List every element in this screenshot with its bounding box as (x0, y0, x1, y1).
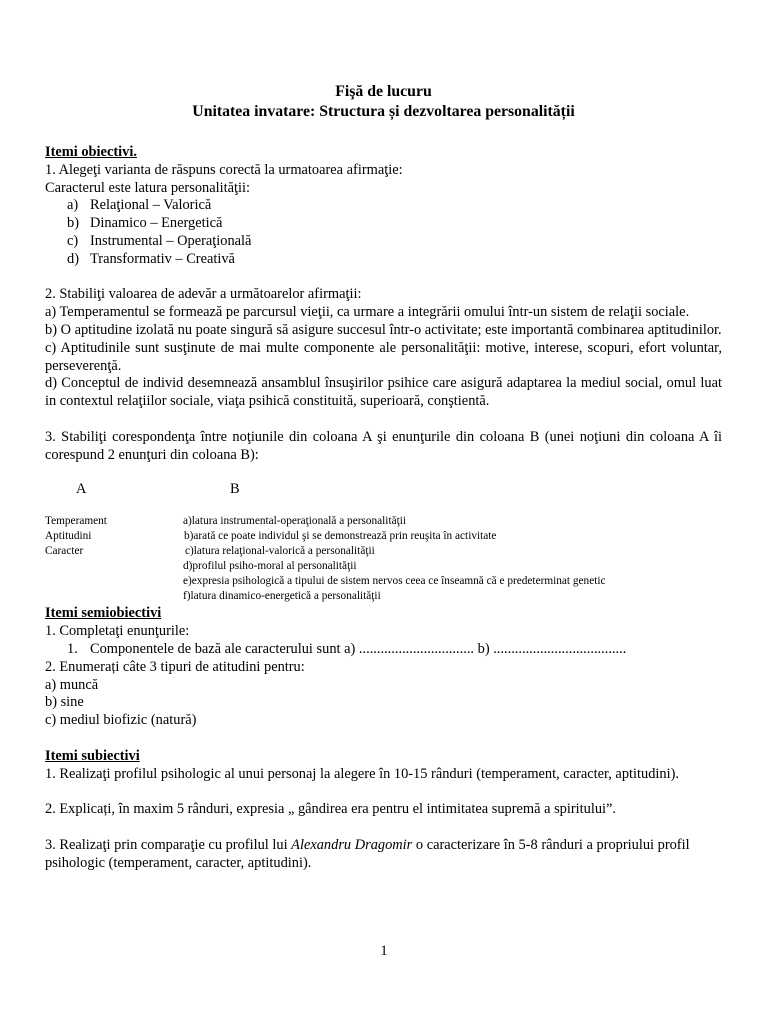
semi-q2-item: b) sine (45, 694, 84, 711)
matching-row (45, 589, 722, 604)
column-a-item: Caracter (45, 545, 84, 558)
objective-heading: Itemi obiectivi. (45, 144, 137, 160)
matching-row (45, 559, 722, 574)
page-number: 1 (380, 943, 388, 959)
q2-statement-d: d) Conceptul de individ desemnează ansamblul însuşirilor psihice care asigură adaptarea la mediul social, omul luat in contextul relaţiilor sociale, viaţa psihică constituită, superioară, conştientă. (45, 375, 722, 410)
matching-row (45, 529, 722, 544)
semi-q2-item: c) mediul biofizic (natură) (45, 712, 197, 729)
semi-q2-prompt: 2. Enumerați câte 3 tipuri de atitudini pentru: (45, 658, 305, 675)
q2-statement-a: a) Temperamentul se formează pe parcursul vieţii, ca urmare a integrării omului într-un sistem de relaţii sociale. (45, 304, 690, 321)
semi-q1-prompt: 1. Completaţi enunţurile: (45, 623, 190, 640)
column-b-item: a)latura instrumental-operaţională a personalităţii (183, 515, 407, 528)
column-a-item: Temperament (45, 515, 107, 528)
column-b-item: e)expresia psihologică a tipului de sistem nervos ceea ce înseamnă că e predeterminat genetic (183, 575, 606, 588)
subj-q3: 3. Realizaţi prin comparaţie cu profilul lui Alexandru Dragomir o caracterizare în 5-8 rânduri a propriului profil psihologic (temperament, caracter, aptitudini). (45, 836, 690, 871)
q3-prompt: 3. Stabiliţi corespondenţa între noţiunile din coloana A şi enunţurile din coloana B (unei noţiuni din coloana A îi corespund 2 enunţuri din coloana B): (45, 428, 722, 463)
semi-q2-item: a) muncă (45, 676, 99, 693)
matching-row (45, 514, 722, 529)
semiobjective-heading: Itemi semiobiectivi (45, 605, 162, 622)
column-b-item: f)latura dinamico-energetică a personalităţii (183, 590, 381, 603)
column-b-item: b)arată ce poate individul şi se demonstrează prin reuşita în activitate (184, 530, 497, 543)
matching-row (45, 544, 722, 559)
option-b: b) Dinamico – Energetică (67, 215, 223, 232)
column-b-header: B (230, 481, 240, 498)
column-b-item: d)profilul psiho-moral al personalităţii (183, 560, 357, 573)
option-d: d) Transformativ – Creativă (67, 250, 235, 267)
matching-row (45, 574, 722, 589)
subjective-heading: Itemi subiectivi (45, 747, 140, 764)
subj-q1: 1. Realizaţi profilul psihologic al unui personaj la alegere în 10-15 rânduri (temperament, caracter, aptitudini). (45, 765, 679, 782)
semi-q1-item: 1. Componentele de bază ale caracterului sunt a) ................................ b) ..................................... (67, 640, 627, 657)
q2-prompt: 2. Stabiliţi valoarea de adevăr a următoarelor afirmaţii: (45, 286, 362, 303)
subj-q2: 2. Explicați, în maxim 5 rânduri, expresia „ gândirea era pentru el intimitatea supremă a spiritului”. (45, 801, 617, 818)
q1-stem: Caracterul este latura personalităţii: (45, 179, 250, 196)
option-a: a) Relaţional – Valorică (67, 197, 212, 214)
worksheet-page (45, 82, 722, 872)
q2-statement-c: c) Aptitudinile sunt susţinute de mai multe componente ale personalităţii: motive, interese, scopuri, efort voluntar, perseverenţă. (45, 339, 722, 374)
worksheet-subtitle: Unitatea invatare: Structura și dezvoltarea personalității (192, 103, 575, 120)
q1-options (45, 197, 722, 268)
matching-column-headers (45, 481, 722, 501)
option-c: c) Instrumental – Operaţională (67, 232, 252, 249)
matching-table (45, 514, 722, 604)
column-b-item: c)latura relaţional-valorică a personalităţii (185, 545, 375, 558)
q2-statement-b: b) O aptitudine izolată nu poate singură să asigure succesul într-o activitate; este importantă combinarea aptitudinilor. (45, 321, 722, 338)
worksheet-title: Fişă de lucuru (335, 83, 432, 100)
column-a-header: A (76, 481, 87, 498)
q1-prompt: 1. Alegeţi varianta de răspuns corectă la urmatoarea afirmaţie: (45, 161, 403, 178)
column-a-item: Aptitudini (45, 530, 92, 543)
subj-q3-name: Alexandru Dragomir (291, 836, 413, 853)
